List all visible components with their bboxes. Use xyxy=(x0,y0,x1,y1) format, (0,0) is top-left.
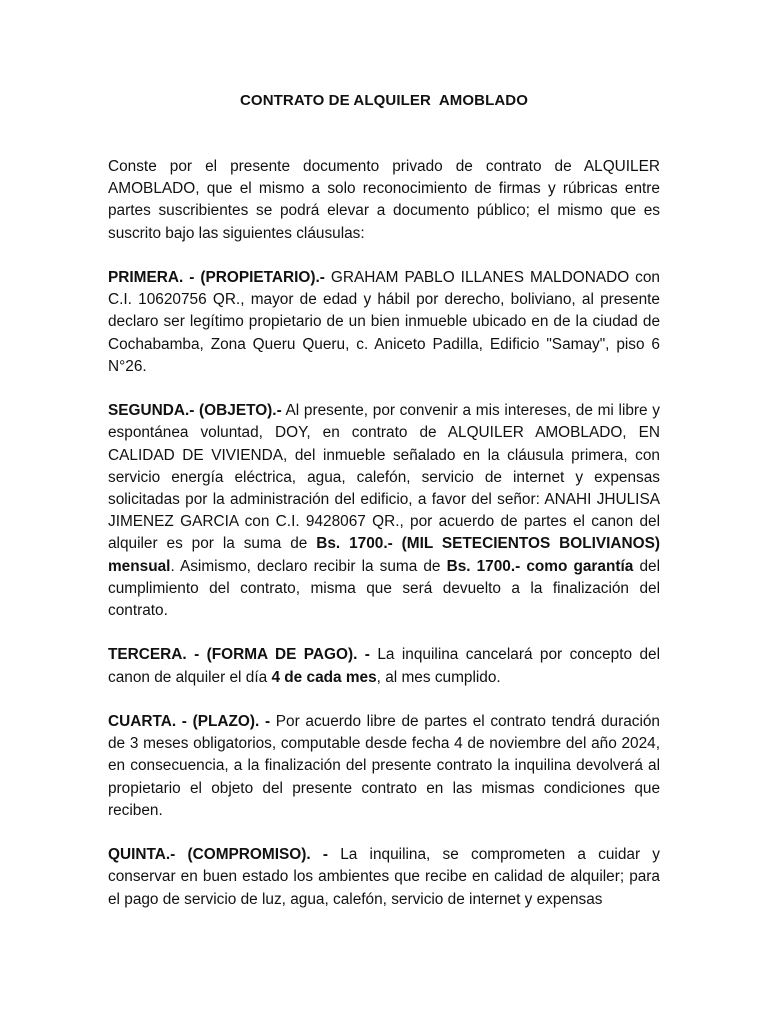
document-body xyxy=(108,156,660,911)
clause-primera-heading: PRIMERA. - (PROPIETARIO).- xyxy=(108,269,325,286)
intro-paragraph: Conste por el presente documento privado de contrato de ALQUILER AMOBLADO, que el mismo a solo reconocimiento de firmas y rúbricas entre partes suscribientes se podrá elevar a documento público; el mismo que es suscrito bajo las siguientes cláusulas: xyxy=(108,158,660,242)
clause-segunda-text-3: del cumplimiento del contrato, misma que será devuelto a la finalización del contrato. xyxy=(108,557,660,620)
clause-segunda-text-2: . Asimismo, declaro recibir la suma de xyxy=(170,557,447,575)
clause-segunda-guarantee: Bs. 1700.- como garantía xyxy=(446,557,634,575)
clause-segunda-heading: SEGUNDA.- (OBJETO).- xyxy=(108,402,282,420)
document-title: CONTRATO DE ALQUILER AMOBLADO xyxy=(240,92,528,109)
clause-primera-text: GRAHAM PABLO ILLANES MALDONADO con C.I. 10620756 QR., mayor de edad y hábil por derecho, boliviano, al presente declaro ser legítimo propietario de un bien inmueble ubicado en de la ciudad de Cochabamba, Zona Queru Queru, c. Aniceto Padilla, Edificio "Samay", piso 6 N°26. xyxy=(108,269,660,375)
clause-tercera-text-1: La inquilina cancelará por concepto del canon de alquiler el día xyxy=(108,646,661,686)
clause-quinta-heading: QUINTA.- (COMPROMISO). - xyxy=(108,846,328,864)
clause-cuarta xyxy=(108,711,660,822)
clause-tercera-text-2: , al mes cumplido. xyxy=(376,668,501,686)
clause-segunda-text-1: Al presente, por convenir a mis intereses, de mi libre y espontánea voluntad, DOY, en contrato de ALQUILER AMOBLADO, EN CALIDAD DE VIVIENDA, del inmueble señalado en la cláusula primera, con servicio energía eléctrica, agua, calefón, servicio de internet y expensas solicitadas por la administración del edificio, a favor del señor: ANAHI JHULISA JIMENEZ GARCIA con C.I. 9428067 QR., por acuerdo de partes el canon del alquiler es por la suma de xyxy=(108,402,660,553)
clause-tercera xyxy=(108,644,660,688)
clause-primera xyxy=(108,267,660,378)
clause-segunda xyxy=(108,400,660,622)
clause-quinta-text: La inquilina, se comprometen a cuidar y conservar en buen estado los ambientes que recibe en calidad de alquiler; para el pago de servicio de luz, agua, calefón, servicio de internet y expensas xyxy=(108,846,661,908)
clause-tercera-day: 4 de cada mes xyxy=(271,668,377,686)
clause-quinta xyxy=(108,844,660,911)
clause-tercera-heading: TERCERA. - (FORMA DE PAGO). - xyxy=(108,646,370,664)
clause-cuarta-heading: CUARTA. - (PLAZO). - xyxy=(108,713,271,731)
clause-segunda-amount: Bs. 1700.- (MIL SETECIENTOS BOLIVIANOS) mensual xyxy=(108,535,660,575)
clause-cuarta-text: Por acuerdo libre de partes el contrato tendrá duración de 3 meses obligatorios, computable desde fecha 4 de noviembre del año 2024, en consecuencia, a la finalización del presente contrato la inquilina devolverá al propietario el objeto del presente contrato en las mismas condiciones que reciben. xyxy=(108,713,660,819)
